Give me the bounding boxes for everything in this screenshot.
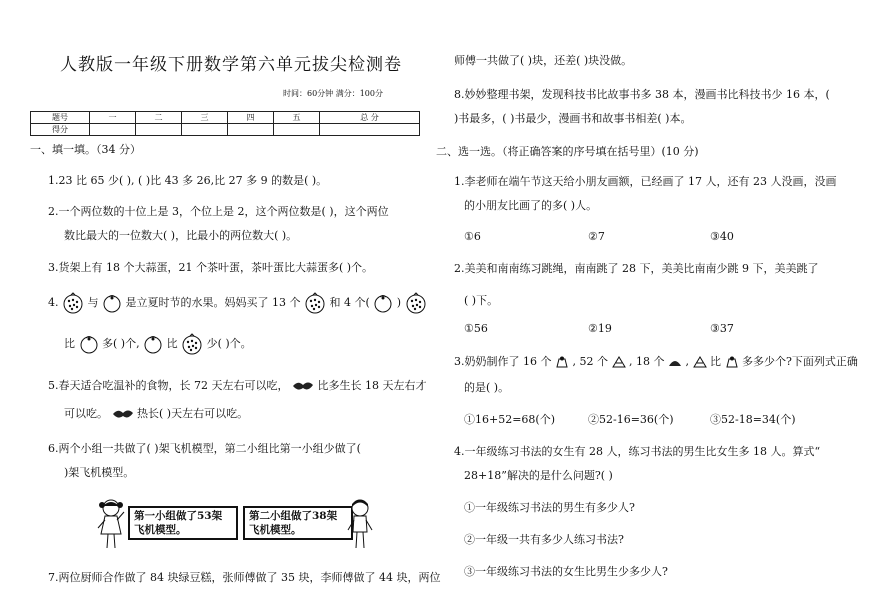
toon-sprout-icon <box>292 379 314 393</box>
question-6-line-1: 6.两个小组一共做了( )架飞机模型，第二小组比第一小组少做了( <box>48 442 361 455</box>
question-8-line-2: )书最多，( )书最少，漫画书和故事书相差( )本。 <box>454 112 692 125</box>
girl-illustration <box>96 498 126 550</box>
choice-3-option-2[interactable]: ②52-16=36(个) <box>588 413 674 426</box>
question-8-line-1: 8.妙妙整理书架，发现科技书比故事书多 38 本，漫画书比科技书少 16 本，( <box>454 88 830 101</box>
score-header-cell: 三 <box>182 112 228 124</box>
question-4-line-1 <box>48 292 427 314</box>
question-4-compare-b: 多( )个, <box>102 337 140 350</box>
score-table-header-row <box>31 112 420 124</box>
choice-4-option-1[interactable]: ①一年级练习书法的男生有多少人? <box>464 501 635 514</box>
score-header-cell: 一 <box>90 112 136 124</box>
choice-4-line-2: 28+18”解决的是什么问题?( ) <box>464 469 613 482</box>
question-4-compare-c: 比 <box>166 337 178 350</box>
question-2-line-2: 数比最大的一位数大( )，比最小的两位数大( )。 <box>64 229 298 242</box>
choice-2-option-2[interactable]: ②19 <box>588 322 612 335</box>
choice-1-option-3[interactable]: ③40 <box>710 230 734 243</box>
choice-3-text-e: 比 <box>710 355 721 368</box>
question-4-compare-d: 少( )个。 <box>206 337 252 350</box>
score-header-cell: 四 <box>228 112 274 124</box>
question-5-text-b: 比多生长 18 天左右才 <box>317 379 427 392</box>
page-title: 人教版一年级下册数学第六单元拔尖检测卷 <box>60 55 402 75</box>
question-4-text-b: 和 4 个( <box>329 296 370 309</box>
question-4-compare-a: 比 <box>64 337 75 350</box>
choice-3-text-d: , <box>685 355 689 368</box>
choice-3-text-f: 多多少个?下面列式正确 <box>742 355 858 368</box>
section-1-heading: 一、填一填。（34 分） <box>30 143 141 156</box>
choice-3-line-1 <box>454 353 858 369</box>
question-7-line-1: 7.两位厨师合作做了 84 块绿豆糕，张师傅做了 35 块，李师傅做了 44 块，两位 <box>48 571 441 584</box>
speech-bubble-group-2: 第二小组做了38架飞机模型。 <box>243 506 353 540</box>
question-7-line-2: 师傅一共做了( )块，还差( )块没做。 <box>454 54 633 67</box>
choice-1-line-1: 1.李老师在端午节这天给小朋友画额，已经画了 17 人，还有 23 人没画，没画 <box>454 175 837 188</box>
question-4-text-c: ) <box>396 296 402 309</box>
question-5-line-2 <box>64 405 248 421</box>
toon-sprout-icon <box>112 407 134 421</box>
score-table-score-row <box>31 124 420 136</box>
choice-4-option-3[interactable]: ③一年级练习书法的女生比男生少多少人? <box>464 565 668 578</box>
score-cell[interactable] <box>136 124 182 136</box>
waxberry-icon <box>405 292 427 314</box>
question-5-text-c: 可以吃。 <box>64 407 108 420</box>
choice-2-line-2: ( )下。 <box>464 294 499 307</box>
score-row-label: 得分 <box>31 124 90 136</box>
loquat-icon <box>79 334 99 354</box>
score-header-cell: 题号 <box>31 112 90 124</box>
question-4-number: 4. <box>48 296 59 309</box>
question-5-text-a: 5.春天适合吃温补的食物，长 72 天左右可以吃， <box>48 379 289 392</box>
waxberry-icon <box>304 292 326 314</box>
mooncake-icon <box>725 356 739 368</box>
loquat-icon <box>102 293 122 313</box>
choice-1-option-2[interactable]: ②7 <box>588 230 605 243</box>
question-5-line-1 <box>48 377 426 393</box>
choice-3-option-1[interactable]: ①16+52=68(个) <box>464 413 556 426</box>
section-2-heading: 二、选一选。（将正确答案的序号填在括号里）(10 分) <box>436 145 699 158</box>
choice-4-line-1: 4.一年级练习书法的女生有 28 人，练习书法的男生比女生多 18 人。算式“ <box>454 445 821 458</box>
question-4-text-a: 是立夏时节的水果。妈妈买了 13 个 <box>125 296 301 309</box>
zongzi-icon <box>693 356 707 368</box>
loquat-icon <box>143 334 163 354</box>
question-4-line-2 <box>64 333 252 355</box>
question-6-line-2: )架飞机模型。 <box>64 466 135 479</box>
waxberry-icon <box>62 292 84 314</box>
choice-3-text-a: 3.奶奶制作了 16 个 <box>454 355 552 368</box>
score-cell[interactable] <box>182 124 228 136</box>
question-5-text-d: 热长( )天左右可以吃。 <box>137 407 249 420</box>
dumpling-icon <box>668 356 682 368</box>
choice-3-line-2: 的是( )。 <box>464 381 510 394</box>
score-header-cell: 二 <box>136 112 182 124</box>
choice-2-option-1[interactable]: ①56 <box>464 322 488 335</box>
choice-2-option-3[interactable]: ③37 <box>710 322 734 335</box>
waxberry-icon <box>181 333 203 355</box>
question-2-line-1: 2.一个两位数的十位上是 3，个位上是 2，这个两位数是( )，这个两位 <box>48 205 389 218</box>
mooncake-icon <box>555 356 569 368</box>
score-cell[interactable] <box>320 124 420 136</box>
question-3: 3.货架上有 18 个大蒜蛋，21 个茶叶蛋，茶叶蛋比大蒜蛋多( )个。 <box>48 261 374 274</box>
choice-3-option-3[interactable]: ③52-18=34(个) <box>710 413 796 426</box>
choice-4-option-2[interactable]: ②一年级一共有多少人练习书法? <box>464 533 624 546</box>
speech-bubble-group-1: 第一小组做了53架飞机模型。 <box>128 506 238 540</box>
choice-1-option-1[interactable]: ①6 <box>464 230 481 243</box>
score-cell[interactable] <box>228 124 274 136</box>
boy-illustration <box>345 498 375 550</box>
question-1: 1.23 比 65 少( ), ( )比 43 多 26,比 27 多 9 的数是( )。 <box>48 174 328 187</box>
loquat-icon <box>373 293 393 313</box>
score-cell[interactable] <box>90 124 136 136</box>
exam-meta: 时间：60分钟 满分：100分 <box>283 89 383 98</box>
score-header-cell: 总 分 <box>320 112 420 124</box>
choice-3-text-c: , 18 个 <box>629 355 665 368</box>
zongzi-icon <box>612 356 626 368</box>
score-header-cell: 五 <box>274 112 320 124</box>
choice-3-text-b: , 52 个 <box>572 355 608 368</box>
score-table <box>30 111 420 136</box>
question-4-and: 与 <box>87 296 99 309</box>
score-cell[interactable] <box>274 124 320 136</box>
choice-2-line-1: 2.美美和南南练习跳绳，南南跳了 28 下，美美比南南少跳 9 下，美美跳了 <box>454 262 819 275</box>
choice-1-line-2: 的小朋友比画了的多( )人。 <box>464 199 598 212</box>
